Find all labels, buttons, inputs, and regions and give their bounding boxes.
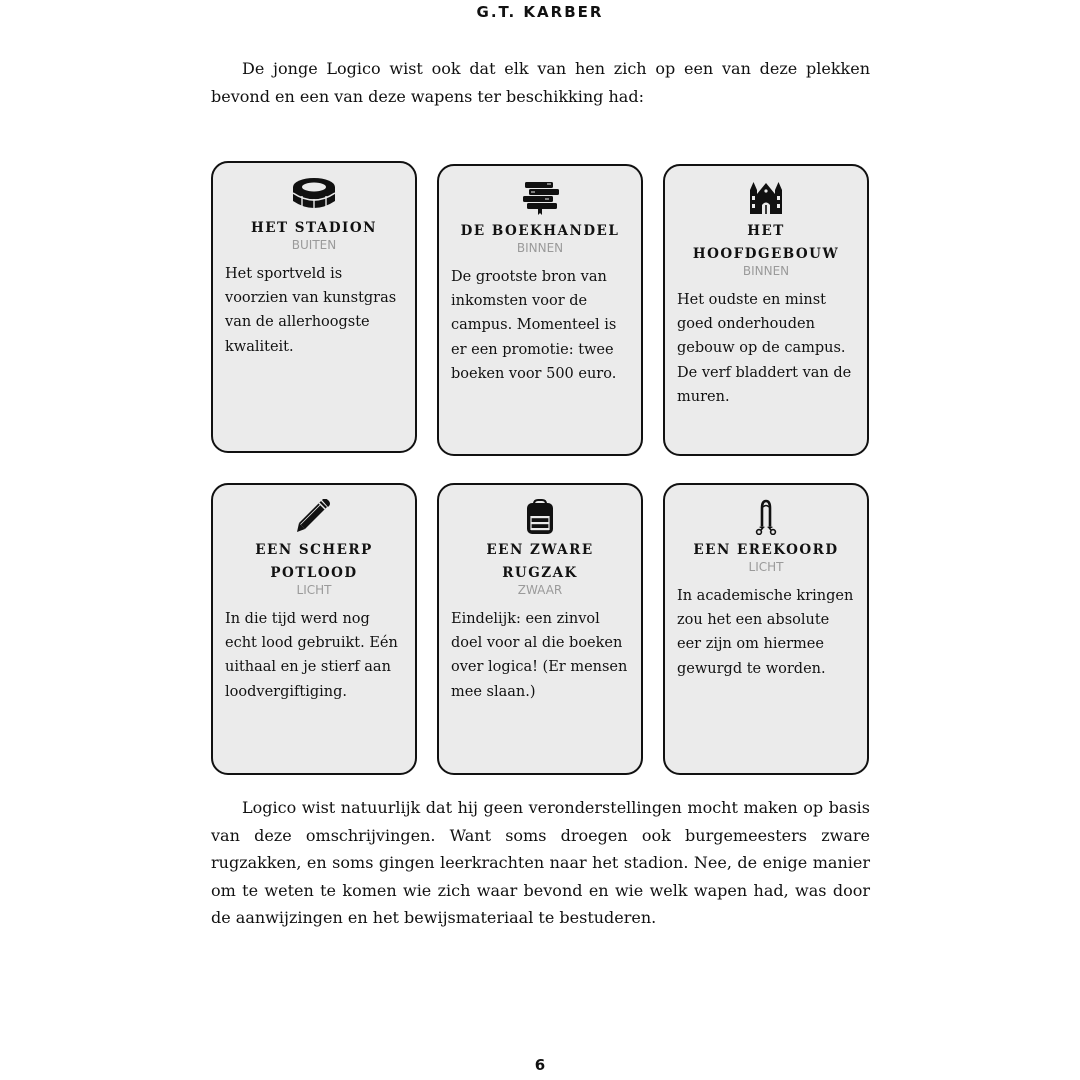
card-hoofdgebouw (663, 164, 869, 456)
card-stadion (211, 161, 417, 453)
pencil-icon (291, 499, 337, 535)
card-title: EEN EREKOORD (693, 542, 839, 558)
building-icon (743, 180, 789, 216)
page-number: 6 (534, 1056, 546, 1074)
books-icon (517, 180, 563, 216)
card-category: BINNEN (516, 241, 564, 255)
card-title: DE BOEKHANDEL (460, 223, 620, 239)
card-category: LICHT (296, 583, 332, 597)
card-description: Eindelijk: een zinvol doel voor al die boeken over logica! (Er mensen mee slaan.) (451, 611, 628, 700)
card-category: ZWAAR (517, 583, 563, 597)
intro-paragraph: De jonge Logico wist ook dat elk van hen zich op een van deze plekken bevond en een van deze wapens ter beschikking had: (211, 59, 870, 106)
card-rugzak (437, 483, 643, 775)
card-category: BINNEN (742, 264, 790, 278)
card-potlood (211, 483, 417, 775)
backpack-icon (517, 499, 563, 535)
card-title: HET HOOFDGEBOUW (692, 223, 840, 262)
card-title: EEN ZWARE RUGZAK (486, 542, 594, 581)
honor-cord-icon (743, 499, 789, 535)
card-category: LICHT (748, 560, 784, 574)
card-description: Het sportveld is voorzien van kunstgras van de allerhoogste kwaliteit. (225, 266, 397, 355)
card-category: BUITEN (291, 238, 337, 252)
card-erekoord (663, 483, 869, 775)
card-description: Het oudste en minst goed onderhouden gebouw op de campus. De verf bladdert van de muren. (677, 292, 852, 405)
card-description: De grootste bron van inkomsten voor de campus. Momenteel is er een promotie: twee boeken voor 500 euro. (451, 269, 617, 382)
card-description: In die tijd werd nog echt lood gebruikt. Eén uithaal en je stierf aan loodvergiftiging. (225, 611, 398, 700)
outro-paragraph: Logico wist natuurlijk dat hij geen veronderstellingen mocht maken op basis van deze omschrijvingen. Want soms droegen ook burgemeesters zware rugzakken, en soms gingen leerkrachten naar het stadion. Nee, de enige manier om te weten te komen wie zich waar bevond en wie welk wapen had, was door de aanwijzingen en het bewijsmateriaal te bestuderen. (211, 798, 870, 927)
card-boekhandel (437, 164, 643, 456)
card-description: In academische kringen zou het een absolute eer zijn om hiermee gewurgd te worden. (677, 588, 854, 677)
card-title: EEN SCHERP POTLOOD (255, 542, 373, 581)
running-head: G.T. KARBER (476, 3, 604, 21)
card-title: HET STADION (251, 220, 377, 236)
stadium-icon (291, 177, 337, 213)
